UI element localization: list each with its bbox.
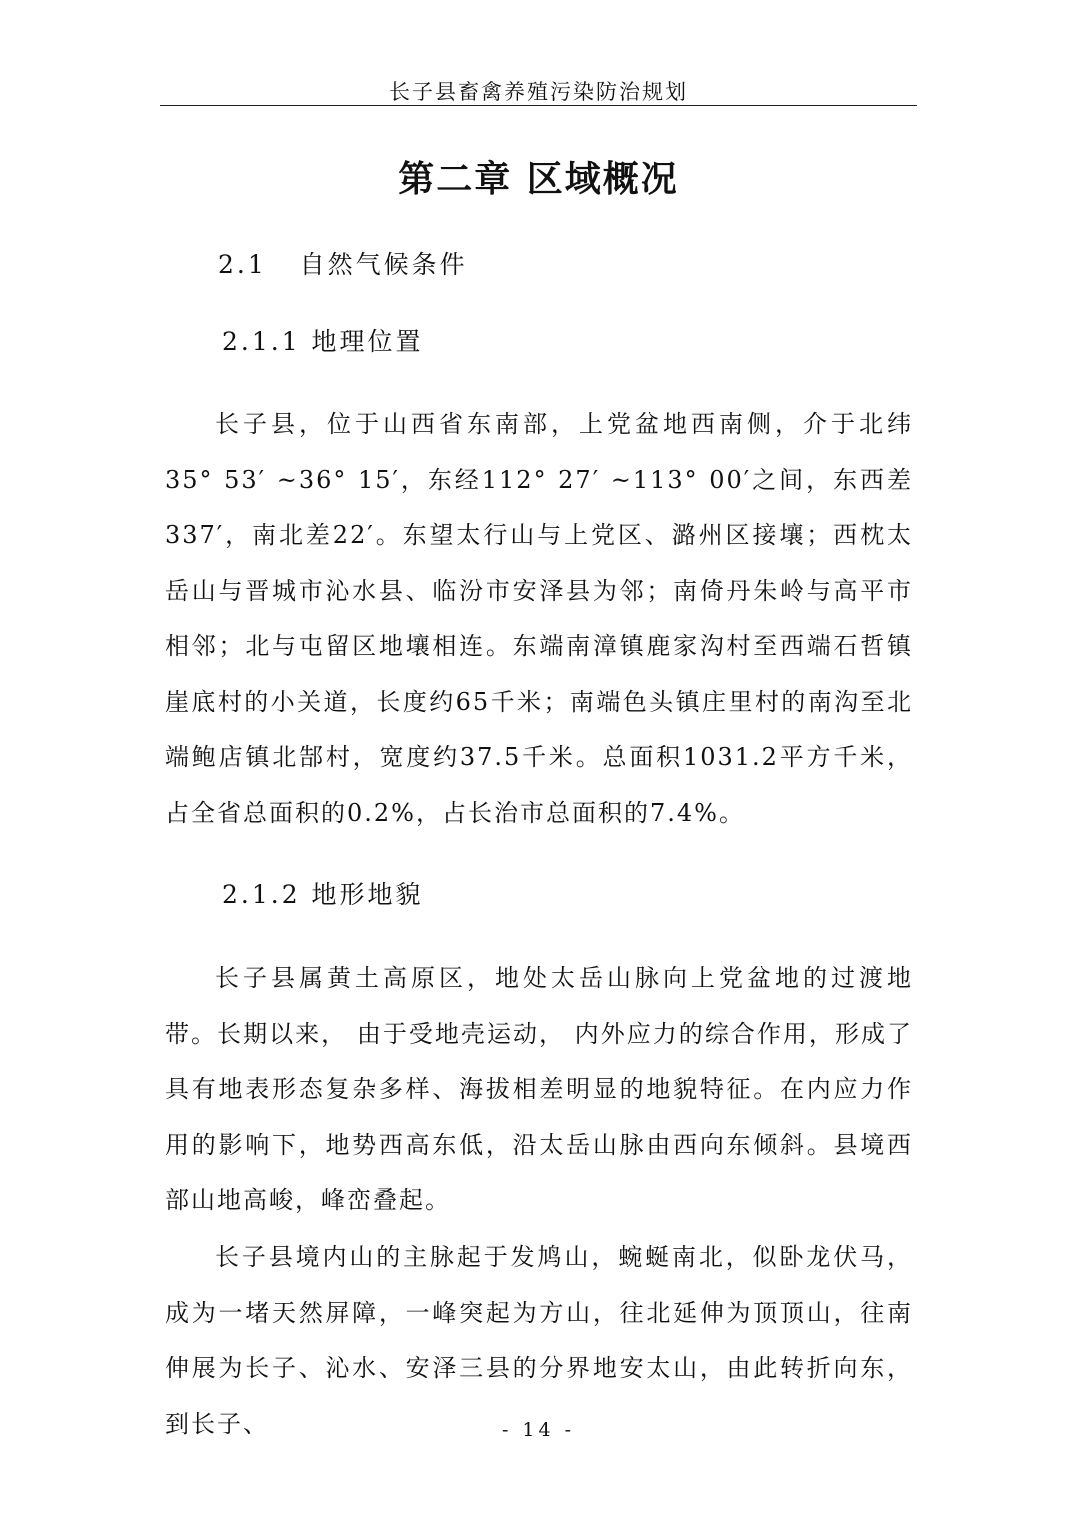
subsection-heading-2-1-2: 2.1.2 地形地貌 — [222, 880, 424, 909]
running-header-title: 长子县畜禽养殖污染防治规划 — [389, 80, 688, 104]
paragraph-terrain-overview: 长子县属黄土高原区，地处太岳山脉向上党盆地的过渡地带。长期以来， 由于受地壳运动， 内外应力的综合作用，形成了具有地表形态复杂多样、海拔相差明显的地貌特征。在内应力作用的影响下，地势西高东低，沿太岳山脉由西向东倾斜。县境西部山地高峻，峰峦叠起。 — [165, 964, 913, 1214]
paragraph-geographic-location: 长子县，位于山西省东南部，上党盆地西南侧，介于北纬35° 53′ ~36° 15′，东经112° 27′ ~113° 00′之间，东西差337′，南北差22′。东望太行山与上党区、潞州区接壤；西枕太岳山与晋城市沁水县、临汾市安泽县为邻；南倚丹朱岭与高平市相邻；北与屯留区地壤相连。东端南漳镇鹿家沟村至西端石哲镇崖底村的小关道，长度约65千米；南端色头镇庄里村的南沟至北端鲍店镇北郜村，宽度约37.5千米。总面积1031.2平方千米，占全省总面积的0.2%，占长治市总面积的7.4%。 — [165, 410, 913, 827]
subsection-heading-2-1-1: 2.1.1 地理位置 — [222, 327, 424, 356]
page-number: - 14 - — [501, 1419, 576, 1441]
chapter-title: 第二章 区域概况 — [398, 159, 679, 200]
section-heading-2-1: 2.1 自然气候条件 — [218, 250, 468, 279]
header-divider — [160, 105, 917, 106]
paragraph-mountain-ranges: 长子县境内山的主脉起于发鸠山，蜿蜒南北，似卧龙伏马，成为一堵天然屏障，一峰突起为方山，往北延伸为顶顶山，往南伸展为长子、沁水、安泽三县的分界地安太山，由此转折向东，到长子、 — [165, 1243, 913, 1438]
